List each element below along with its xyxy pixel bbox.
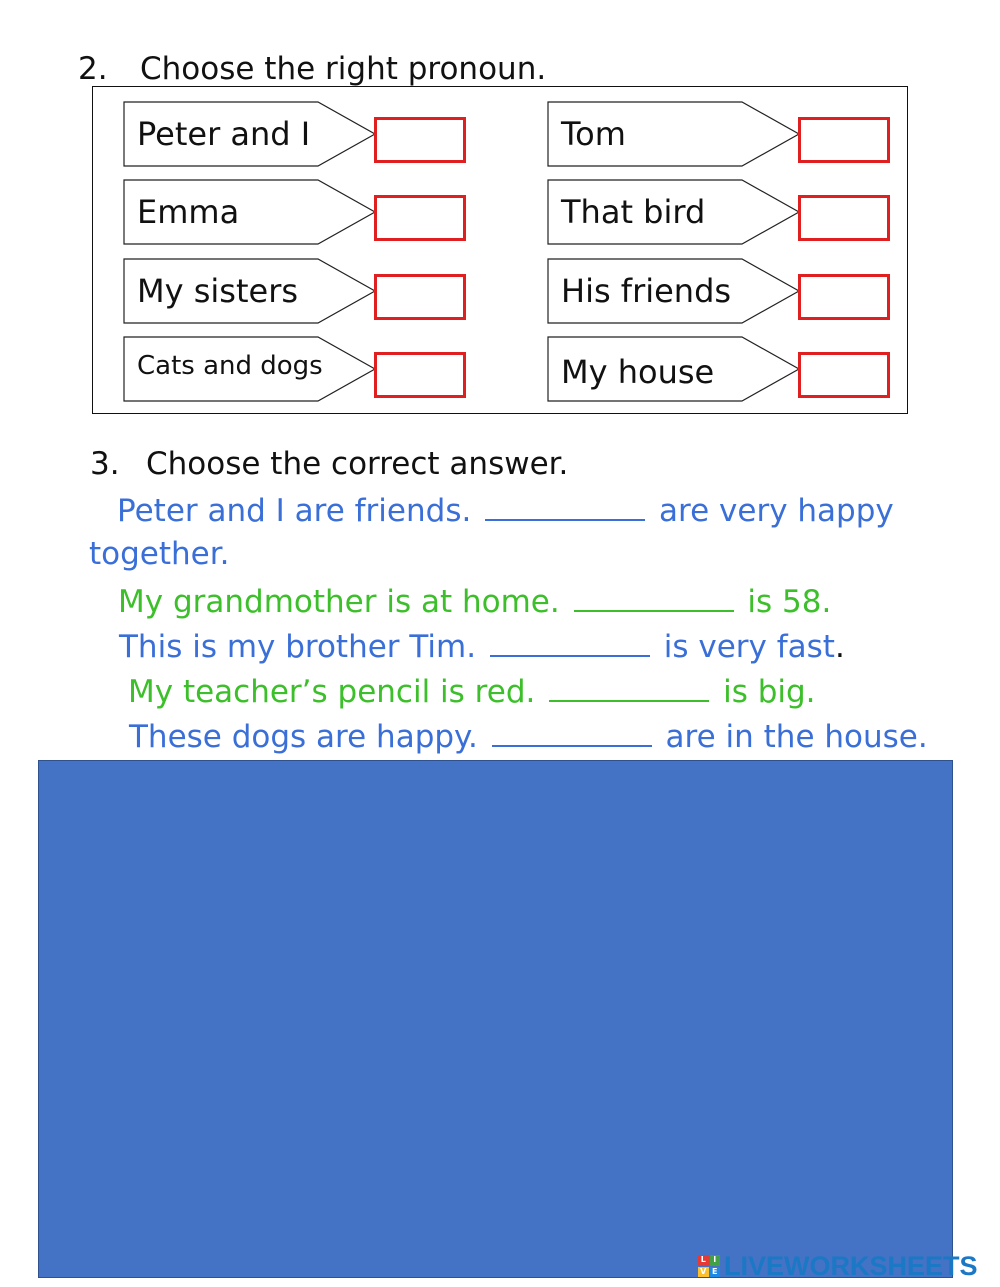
- noun-label: Emma: [137, 193, 240, 231]
- sentence-4: [128, 674, 816, 708]
- sentence-1-continuation: [89, 536, 230, 572]
- noun-label: My sisters: [137, 272, 299, 310]
- noun-tag: [547, 336, 802, 402]
- sentence-end: .: [834, 629, 845, 665]
- answer-blank[interactable]: [492, 719, 652, 747]
- sentence-text: My teacher’s pencil is red.: [128, 674, 536, 710]
- section-3-heading: [90, 446, 569, 482]
- sentence-text: are in the house.: [665, 719, 928, 755]
- sentence-text: These dogs are happy.: [129, 719, 478, 755]
- logo-letter: L: [698, 1255, 709, 1266]
- section-3-title: Choose the correct answer.: [146, 446, 569, 482]
- sentence-text: is very fast: [663, 629, 835, 665]
- noun-label: Cats and dogs: [137, 351, 323, 381]
- noun-tag: [547, 101, 802, 167]
- logo-letter: V: [698, 1267, 709, 1278]
- noun-tag: [547, 179, 802, 245]
- noun-label: That bird: [561, 193, 706, 231]
- liveworksheets-logo: [698, 1251, 978, 1281]
- liveworksheets-logo-text: LIVEWORKSHEETS: [724, 1250, 978, 1281]
- sentence-3: [119, 629, 845, 663]
- noun-tag: [123, 101, 378, 167]
- sentence-text: are very happy: [659, 493, 894, 529]
- pronoun-answer-box[interactable]: [798, 117, 890, 163]
- sentence-text: Peter and I are friends.: [117, 493, 472, 529]
- logo-letter: E: [710, 1267, 721, 1278]
- sentence-2: [118, 584, 831, 618]
- pronoun-answer-box[interactable]: [374, 117, 466, 163]
- answer-blank[interactable]: [485, 493, 645, 521]
- noun-tag: [123, 336, 378, 402]
- noun-label: My house: [561, 353, 715, 391]
- sentence-text: is 58.: [747, 584, 832, 620]
- pronoun-answer-box[interactable]: [798, 352, 890, 398]
- answer-options-panel[interactable]: [38, 760, 953, 1278]
- answer-blank[interactable]: [549, 674, 709, 702]
- section-2-heading: [78, 51, 547, 87]
- pronoun-answer-box[interactable]: [798, 195, 890, 241]
- pronoun-answer-box[interactable]: [374, 195, 466, 241]
- liveworksheets-logo-icon: [698, 1255, 720, 1277]
- section-2-number: 2.: [78, 51, 108, 87]
- logo-letter: I: [710, 1255, 721, 1266]
- answer-blank[interactable]: [490, 629, 650, 657]
- sentence-5: [129, 719, 928, 753]
- section-2-title: Choose the right pronoun.: [140, 51, 547, 87]
- noun-label: His friends: [561, 272, 732, 310]
- noun-tag: [123, 179, 378, 245]
- section-3-number: 3.: [90, 446, 120, 482]
- pronoun-answer-box[interactable]: [798, 274, 890, 320]
- noun-label: Peter and I: [137, 115, 311, 153]
- sentence-text: is big.: [723, 674, 816, 710]
- noun-tag: [547, 258, 802, 324]
- sentence-text: My grandmother is at home.: [118, 584, 560, 620]
- sentence-text: This is my brother Tim.: [119, 629, 477, 665]
- pronoun-answer-box[interactable]: [374, 274, 466, 320]
- sentence-text: together.: [89, 536, 230, 572]
- pronoun-answer-box[interactable]: [374, 352, 466, 398]
- noun-tag: [123, 258, 378, 324]
- answer-blank[interactable]: [574, 584, 734, 612]
- noun-label: Tom: [561, 115, 626, 153]
- sentence-1: [117, 493, 894, 527]
